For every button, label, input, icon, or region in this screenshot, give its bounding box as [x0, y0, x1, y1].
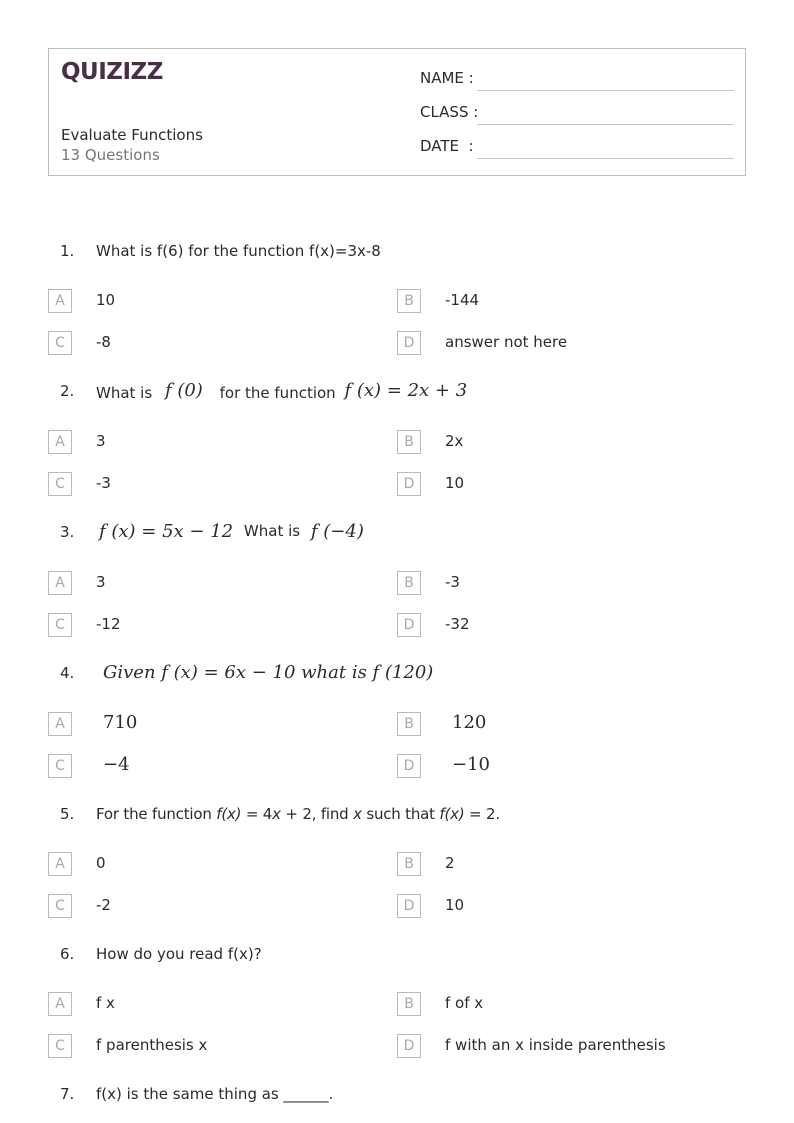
math-expression: f (−4) [310, 521, 364, 542]
option-letter: C [48, 331, 72, 355]
option-text: -12 [96, 615, 121, 633]
option-letter: B [397, 852, 421, 876]
option-letter: A [48, 852, 72, 876]
math-expression: f (x) = 5x − 12 [99, 521, 234, 542]
question-text [96, 380, 467, 401]
question-text-part: For the function [96, 805, 217, 823]
option-text: -144 [445, 291, 480, 309]
quizizz-logo: QUIZIZZ [61, 59, 163, 85]
option-text: 710 [103, 712, 138, 733]
math-expression: f (x) = 2x + 3 [344, 380, 468, 401]
option-text: −10 [452, 754, 490, 775]
question-text-part: = 4 [241, 805, 273, 823]
question-number: 1. [60, 242, 75, 260]
question-count: 13 Questions [61, 146, 160, 164]
option-letter: A [48, 992, 72, 1016]
worksheet-title: Evaluate Functions [61, 126, 203, 144]
option-letter: A [48, 289, 72, 313]
option-letter: D [397, 613, 421, 637]
option-letter: B [397, 992, 421, 1016]
date-line [477, 158, 734, 159]
question-text-part: for the function [219, 384, 336, 402]
option-letter: C [48, 613, 72, 637]
option-letter: C [48, 754, 72, 778]
option-letter: D [397, 331, 421, 355]
question-text-part: f(x) [216, 805, 242, 823]
question-text: f(x) is the same thing as ______. [96, 1085, 334, 1103]
option-letter: B [397, 712, 421, 736]
option-text: 0 [96, 854, 106, 872]
option-letter: D [397, 754, 421, 778]
worksheet-header [48, 48, 746, 176]
option-letter: D [397, 1034, 421, 1058]
option-text: f parenthesis x [96, 1036, 208, 1054]
question-number: 6. [60, 945, 75, 963]
question-text-part: + 2, find [280, 805, 354, 823]
option-text: -3 [445, 573, 460, 591]
question-number: 4. [60, 664, 75, 682]
option-text: answer not here [445, 333, 568, 351]
question-number: 5. [60, 805, 75, 823]
option-letter: D [397, 472, 421, 496]
question-number: 2. [60, 382, 75, 400]
question-text: What is f(6) for the function f(x)=3x-8 [96, 242, 381, 260]
option-text: f x [96, 994, 115, 1012]
option-text: 3 [96, 432, 106, 450]
math-expression: f (0) [164, 380, 203, 401]
question-text [96, 805, 500, 823]
name-field[interactable] [420, 67, 734, 91]
option-text: −4 [103, 754, 130, 775]
question-number: 3. [60, 523, 75, 541]
option-text: 10 [445, 896, 465, 914]
question-number: 7. [60, 1085, 75, 1103]
option-text: 2 [445, 854, 455, 872]
option-letter: B [397, 289, 421, 313]
option-text: 10 [96, 291, 116, 309]
option-letter: A [48, 571, 72, 595]
option-text: f of x [445, 994, 484, 1012]
math-expression: Given f (x) = 6x − 10 what is f (120) [103, 662, 434, 683]
question-text-part: = 2. [464, 805, 500, 823]
name-label: NAME : [420, 69, 474, 87]
option-text: -2 [96, 896, 111, 914]
option-text: 2x [445, 432, 464, 450]
option-letter: B [397, 571, 421, 595]
date-field[interactable] [420, 135, 734, 159]
question-text-part: x [272, 805, 281, 823]
question-text-part: f(x) [439, 805, 465, 823]
name-line [477, 90, 734, 91]
option-letter: D [397, 894, 421, 918]
option-letter: A [48, 430, 72, 454]
option-text: 10 [445, 474, 465, 492]
option-letter: C [48, 472, 72, 496]
class-line [477, 124, 734, 125]
class-label: CLASS : [420, 103, 479, 121]
question-text-part: What is [96, 384, 153, 402]
class-field[interactable] [420, 101, 734, 125]
option-text: f with an x inside parenthesis [445, 1036, 666, 1054]
option-letter: C [48, 894, 72, 918]
option-text: 120 [452, 712, 487, 733]
question-text-part: What is [243, 522, 301, 540]
question-text-part: x [353, 805, 362, 823]
option-letter: C [48, 1034, 72, 1058]
question-text: How do you read f(x)? [96, 945, 262, 963]
option-text: -3 [96, 474, 111, 492]
option-text: -8 [96, 333, 111, 351]
option-text: 3 [96, 573, 106, 591]
question-text [99, 521, 364, 542]
date-label: DATE : [420, 137, 474, 155]
option-text: -32 [445, 615, 470, 633]
question-text-part: such that [361, 805, 440, 823]
option-letter: A [48, 712, 72, 736]
option-letter: B [397, 430, 421, 454]
